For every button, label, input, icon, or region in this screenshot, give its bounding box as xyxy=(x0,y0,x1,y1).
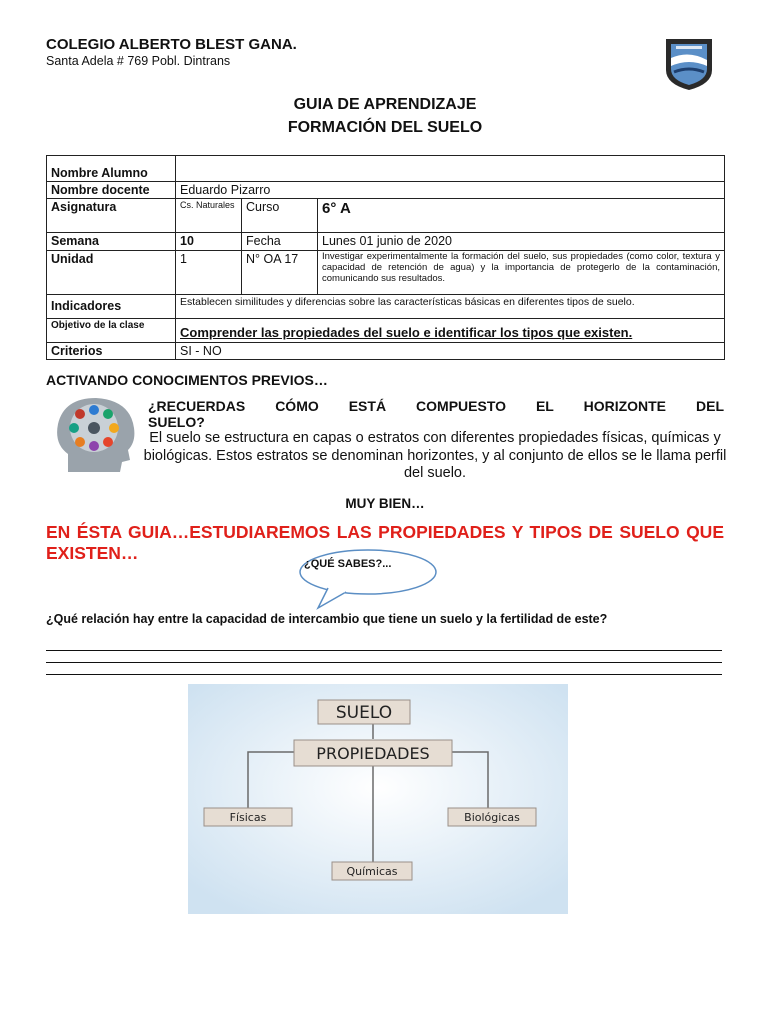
diagram-quimicas-label: Químicas xyxy=(346,865,398,878)
recuerdas-question: ¿RECUERDAS CÓMO ESTÁ COMPUESTO EL HORIZONTE DEL xyxy=(148,398,724,414)
recuerdas-question-end: SUELO? xyxy=(148,414,205,430)
nombre-alumno-field[interactable] xyxy=(176,156,725,182)
unidad-value: 1 xyxy=(176,250,242,294)
bubble-text: ¿QUÉ SABES?... xyxy=(304,558,392,570)
info-table xyxy=(46,155,725,360)
indicadores-value: Establecen similitudes y diferencias sobre las características básicas en diferentes tipos de suelo. xyxy=(176,294,725,318)
objetivo-label: Objetivo de la clase xyxy=(47,318,176,342)
docente-label: Nombre docente xyxy=(47,182,176,199)
fecha-label: Fecha xyxy=(242,233,318,250)
school-name: COLEGIO ALBERTO BLEST GANA. xyxy=(46,36,297,53)
criterios-value: SI - NO xyxy=(176,342,725,359)
answer-line-1[interactable] xyxy=(46,650,722,651)
semana-label: Semana xyxy=(47,233,176,250)
curso-label: Curso xyxy=(242,199,318,233)
docente-value: Eduardo Pizarro xyxy=(176,182,725,199)
unidad-label: Unidad xyxy=(47,250,176,294)
objetivo-value: Comprender las propiedades del suelo e identificar los tipos que existen. xyxy=(176,318,725,342)
curso-value: 6° A xyxy=(318,199,725,233)
diagram-root-label: SUELO xyxy=(335,703,393,723)
asignatura-label: Asignatura xyxy=(47,199,176,233)
diagram-fisicas-label: Físicas xyxy=(229,811,267,824)
brain-icon xyxy=(50,392,142,480)
guide-subtitle: FORMACIÓN DEL SUELO xyxy=(287,119,483,136)
question-text: ¿Qué relación hay entre la capacidad de intercambio que tiene un suelo y la fertilidad de este? xyxy=(46,612,608,626)
soil-properties-diagram xyxy=(188,684,568,914)
indicadores-label: Indicadores xyxy=(47,294,176,318)
answer-line-2[interactable] xyxy=(46,662,722,663)
fecha-value: Lunes 01 junio de 2020 xyxy=(318,233,725,250)
asignatura-value: Cs. Naturales xyxy=(176,199,242,233)
section-heading: ACTIVANDO CONOCIMENTOS PREVIOS… xyxy=(46,372,328,388)
school-address: Santa Adela # 769 Pobl. Dintrans xyxy=(46,54,231,68)
answer-line-3[interactable] xyxy=(46,674,722,675)
diagram-middle-label: PROPIEDADES xyxy=(316,744,430,763)
red-heading: EN ÉSTA GUIA…ESTUDIAREMOS LAS PROPIEDADES Y TIPOS DE SUELO QUE EXISTEN… xyxy=(46,522,724,563)
guide-title: GUIA DE APRENDIZAJE xyxy=(293,96,477,113)
diagram-biologicas-label: Biológicas xyxy=(464,811,520,824)
semana-value: 10 xyxy=(176,233,242,250)
nombre-alumno-label: Nombre Alumno xyxy=(47,156,176,182)
soil-paragraph: El suelo se estructura en capas o estratos con diferentes propiedades físicas, químicas y biológicas. Estos estratos se denominan horizontes, y al conjunto de ellos se le llama perfil del suelo. xyxy=(143,430,727,482)
muy-bien-text: MUY BIEN… xyxy=(345,496,425,511)
school-crest-logo xyxy=(662,36,716,92)
oa-label: N° OA 17 xyxy=(242,250,318,294)
criterios-label: Criterios xyxy=(47,342,176,359)
oa-value: Investigar experimentalmente la formación del suelo, sus propiedades (como color, textura y capacidad de retención de agua) y la importancia de protegerlo de la contaminación, comunicando sus resultados. xyxy=(318,250,725,294)
